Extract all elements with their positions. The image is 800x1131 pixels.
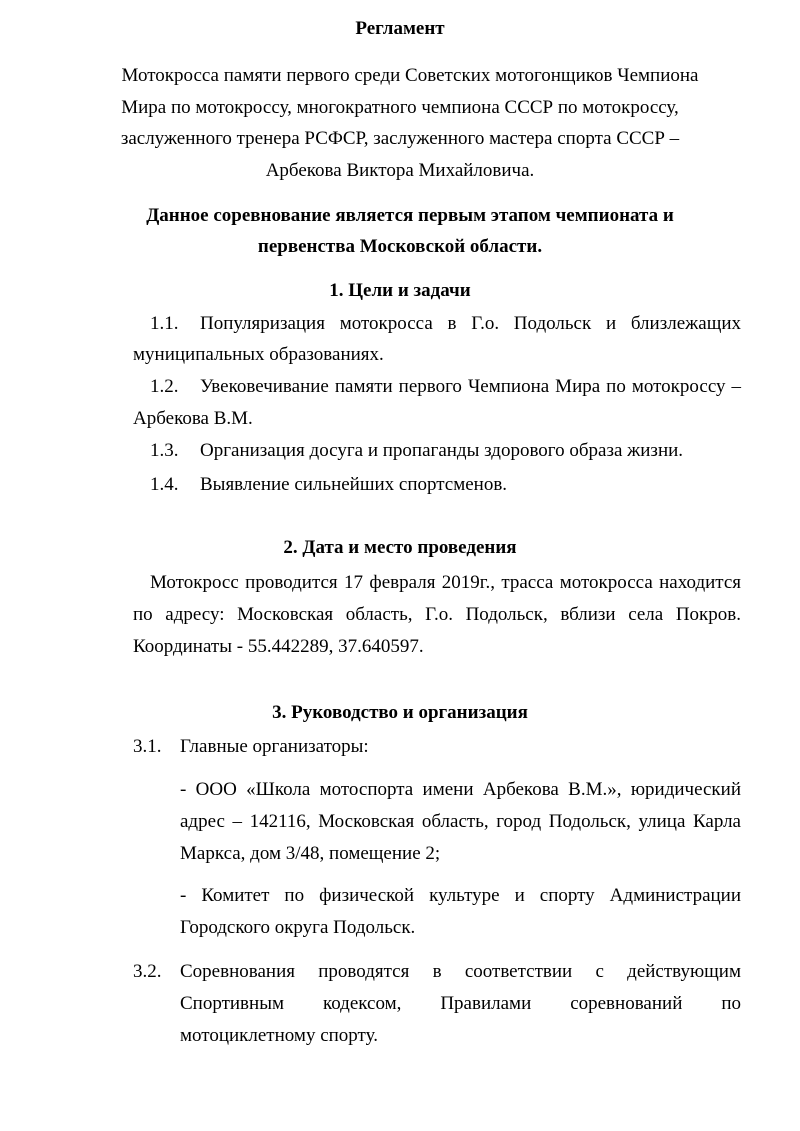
- item-text: Популяризация мотокросса в Г.о. Подольск и близлежащих: [200, 313, 741, 334]
- item-text: Выявление сильнейших спортсменов.: [200, 474, 508, 495]
- item-text: Спортивным кодексом, Правилами соревнований по: [180, 993, 741, 1014]
- intro-line: заслуженного тренера РСФСР, заслуженного мастера спорта СССР –: [120, 128, 680, 149]
- organizer-line: адрес – 142116, Московская область, город Подольск, улица Карла: [180, 811, 741, 832]
- notice-line: первенства Московской области.: [257, 236, 543, 257]
- item-number: 3.2.: [133, 961, 162, 982]
- paragraph-line: Координаты - 55.442289, 37.640597.: [133, 636, 424, 657]
- item-text: Увековечивание памяти первого Чемпиона Мира по мотокроссу –: [200, 376, 741, 397]
- organizer-line: - Комитет по физической культуре и спорту Администрации: [180, 885, 741, 906]
- section-heading: 3. Руководство и организация: [272, 702, 528, 723]
- notice-line: Данное соревнование является первым этапом чемпионата и: [146, 205, 674, 226]
- item-text: Арбекова В.М.: [133, 408, 253, 429]
- item-number: 1.3.: [150, 440, 179, 461]
- section-heading: 2. Дата и место проведения: [283, 537, 517, 558]
- organizer-line: Городского округа Подольск.: [180, 917, 416, 938]
- item-number: 1.1.: [150, 313, 179, 334]
- organizer-line: Маркса, дом 3/48, помещение 2;: [180, 843, 441, 864]
- item-text: Организация досуга и пропаганды здорового образа жизни.: [200, 440, 684, 461]
- document-title: Регламент: [355, 18, 445, 39]
- item-number: 3.1.: [133, 736, 162, 757]
- item-text: мотоциклетному спорту.: [180, 1025, 378, 1046]
- intro-line: Мира по мотокроссу, многократного чемпиона СССР по мотокроссу,: [121, 97, 679, 118]
- intro-line: Мотокросса памяти первого среди Советских мотогонщиков Чемпиона: [121, 65, 699, 86]
- paragraph-line: Мотокросс проводится 17 февраля 2019г., трасса мотокросса находится: [150, 572, 741, 593]
- paragraph-line: по адресу: Московская область, Г.о. Подольск, вблизи села Покров.: [133, 604, 741, 625]
- organizer-line: - ООО «Школа мотоспорта имени Арбекова В.М.», юридический: [180, 779, 741, 800]
- item-text: Соревнования проводятся в соответствии с действующим: [180, 961, 741, 982]
- section-heading: 1. Цели и задачи: [329, 280, 471, 301]
- item-number: 1.2.: [150, 376, 179, 397]
- item-number: 1.4.: [150, 474, 179, 495]
- item-text: муниципальных образованиях.: [133, 344, 384, 365]
- item-text: Главные организаторы:: [180, 736, 369, 757]
- intro-line: Арбекова Виктора Михайловича.: [265, 160, 535, 181]
